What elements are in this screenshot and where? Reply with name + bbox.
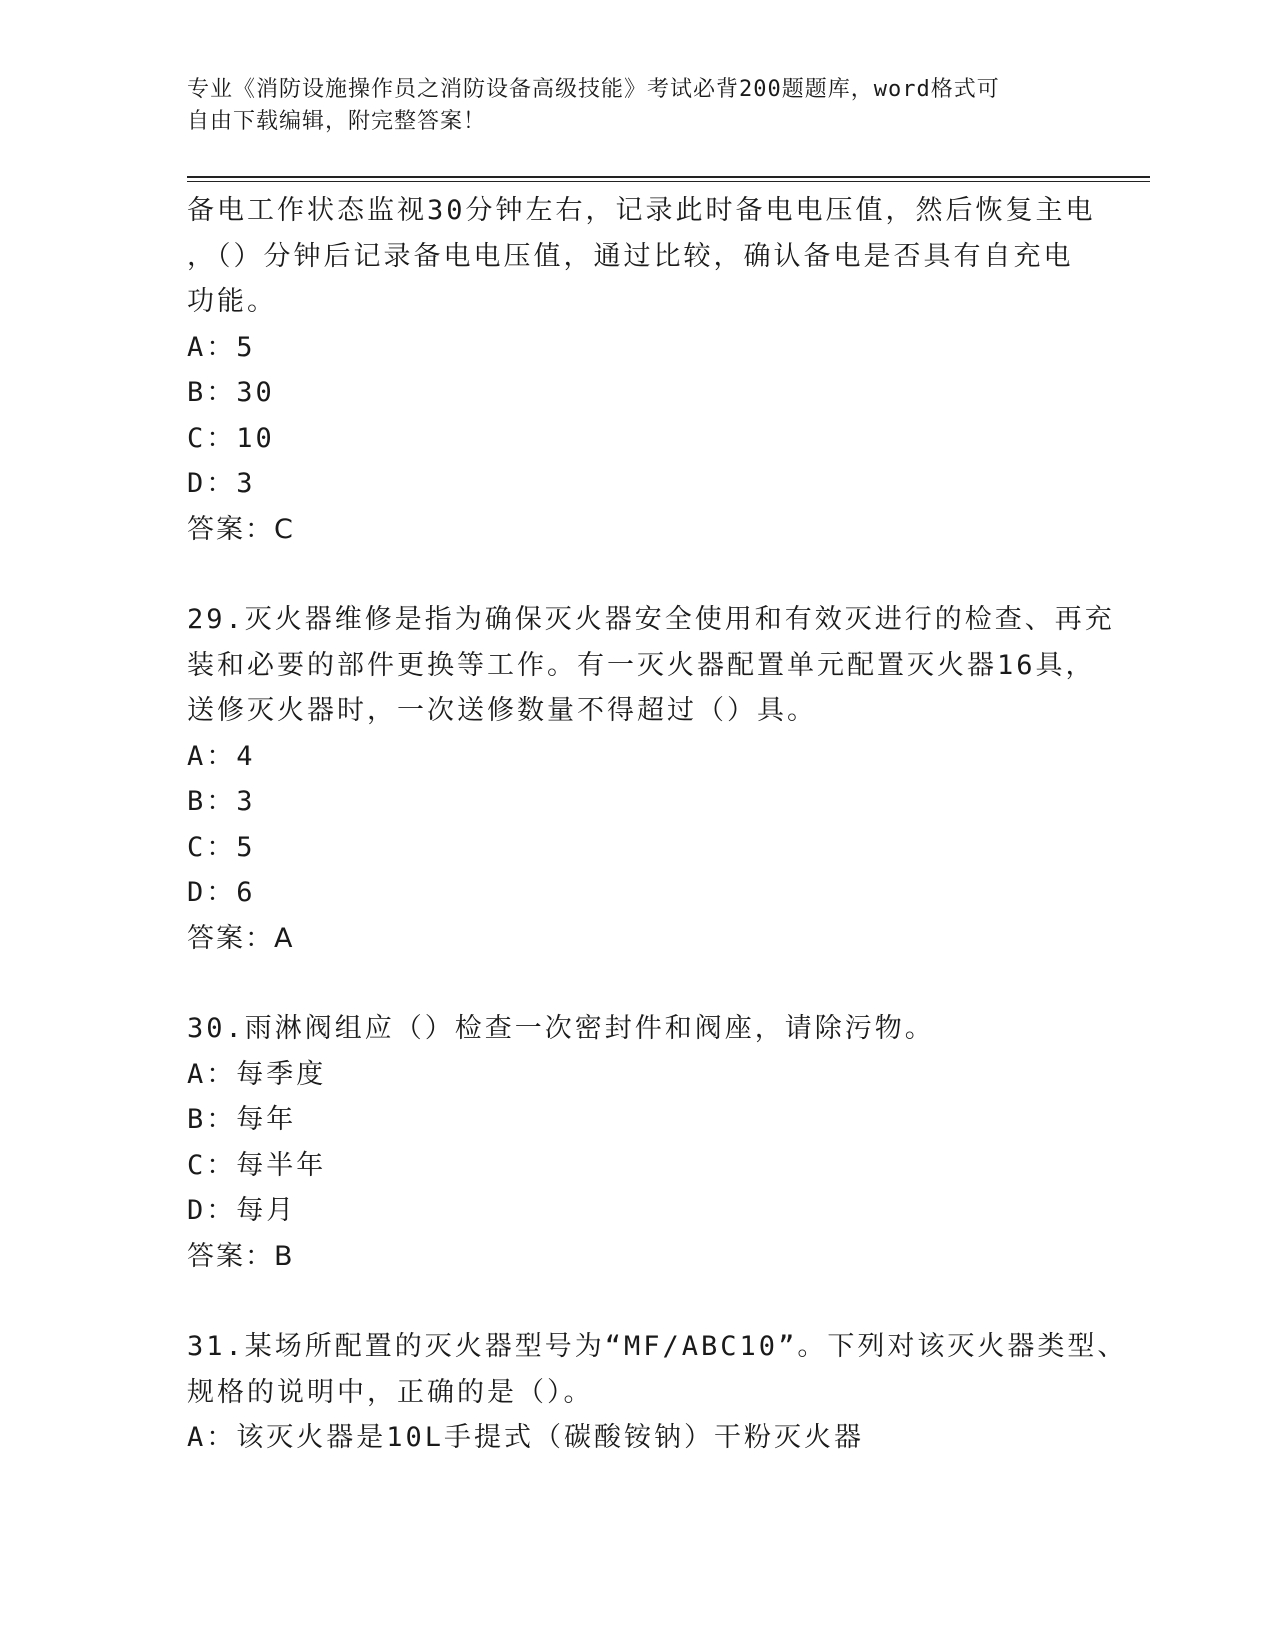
option-a: A：4 [187,740,256,772]
question-spacer [187,1279,1087,1324]
question-spacer [187,552,1087,597]
header-line-2: 自由下载编辑，附完整答案！ [187,109,487,134]
header-divider-thin [187,181,1150,182]
question-30 [187,1006,1087,1279]
question-list [187,188,1128,1461]
question-stem-line: ，（）分钟后记录备电电压值，通过比较，确认备电是否具有自充电 [187,240,1074,272]
question-stem-line: 送修灭火器时，一次送修数量不得超过（）具。 [187,695,817,726]
option-b: B：每年 [187,1104,297,1135]
option-b: B：30 [187,377,275,408]
question-stem-line: 装和必要的部件更换等工作。有一灭火器配置单元配置灭火器16具， [187,649,1096,681]
question-stem-line: 29.灭火器维修是指为确保灭火器安全使用和有效灭进行的检查、再充 [187,604,1115,635]
option-b: B：3 [187,786,256,817]
option-c: C：10 [187,422,275,454]
option-d: D：每月 [187,1195,297,1226]
question-31 [187,1324,1128,1461]
answer-line: 答案：A [187,922,295,954]
option-a: A：每季度 [187,1058,327,1090]
header-divider-thick [187,176,1150,178]
question-stem-line: 31.某场所配置的灭火器型号为“MF/ABC10”。下列对该灭火器类型、 [187,1331,1128,1362]
question-stem-line: 功能。 [187,286,277,317]
question-stem-line: 备电工作状态监视30分钟左右，记录此时备电电压值，然后恢复主电 [187,195,1096,226]
question-spacer [187,961,1087,1006]
option-c: C：每半年 [187,1149,327,1181]
option-a: A：该灭火器是10L手提式（碳酸铵钠）干粉灭火器 [187,1422,865,1453]
question-28 [187,188,1096,552]
option-d: D：6 [187,877,256,908]
document-header [187,74,1087,138]
option-a: A：5 [187,331,256,363]
question-stem-line: 规格的说明中，正确的是（）。 [187,1376,594,1408]
header-line-1: 专业《消防设施操作员之消防设备高级技能》考试必背200题题库，word格式可 [187,77,1000,102]
option-d: D：3 [187,468,256,499]
answer-line: 答案：B [187,1240,295,1272]
option-c: C：5 [187,831,256,863]
answer-line: 答案：C [187,513,295,545]
question-stem-line: 30.雨淋阀组应（）检查一次密封件和阀座，请除污物。 [187,1013,935,1044]
question-29 [187,597,1115,961]
